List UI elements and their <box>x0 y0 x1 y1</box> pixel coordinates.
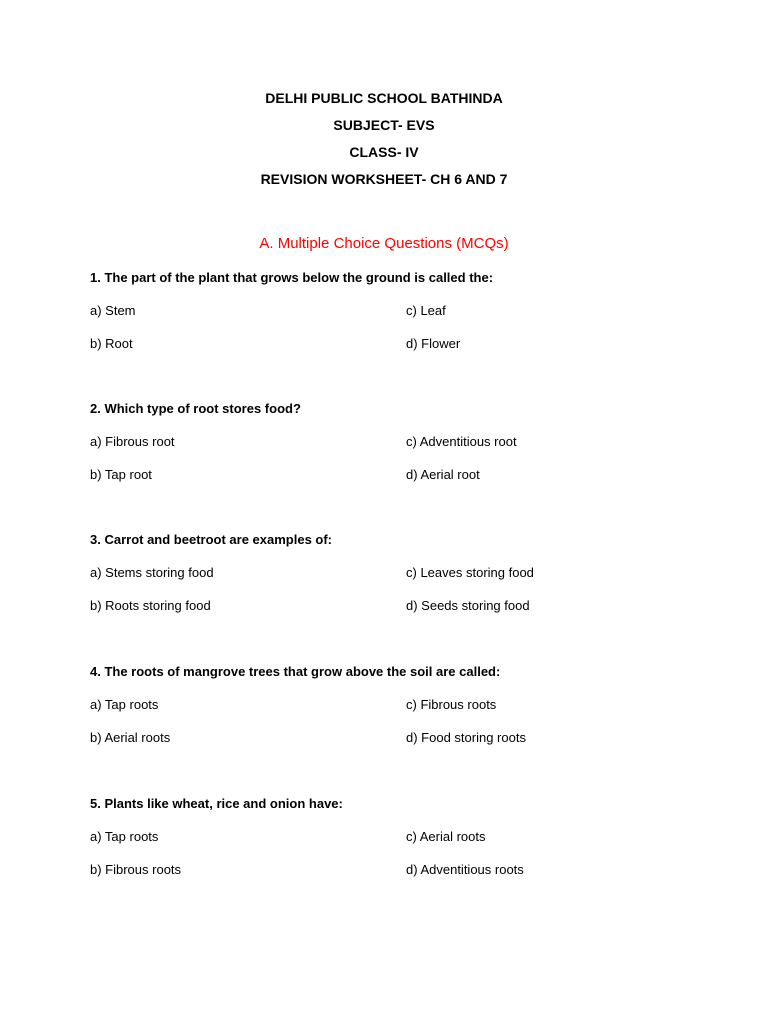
section-title: A. Multiple Choice Questions (MCQs) <box>259 235 509 252</box>
question-3 <box>90 531 710 613</box>
option-a: a) Stem <box>90 303 136 318</box>
option-d: d) Flower <box>406 336 461 351</box>
question-4 <box>90 663 710 745</box>
option-b: b) Roots storing food <box>90 598 211 613</box>
option-a: a) Fibrous root <box>90 434 175 449</box>
subject-line: SUBJECT- EVS <box>333 117 435 133</box>
worksheet-header <box>0 88 768 196</box>
option-c: c) Leaf <box>406 303 446 318</box>
worksheet-title: REVISION WORKSHEET- CH 6 AND 7 <box>260 171 508 187</box>
question-2 <box>90 400 710 482</box>
question-text: 2. Which type of root stores food? <box>90 401 301 416</box>
question-text: 4. The roots of mangrove trees that grow above the soil are called: <box>90 664 501 679</box>
option-d: d) Food storing roots <box>406 730 526 745</box>
option-d: d) Aerial root <box>406 467 480 482</box>
option-a: a) Stems storing food <box>90 565 214 580</box>
option-d: d) Adventitious roots <box>406 862 524 877</box>
option-c: c) Adventitious root <box>406 434 517 449</box>
class-line: CLASS- IV <box>349 144 419 160</box>
option-b: b) Tap root <box>90 467 152 482</box>
question-5 <box>90 795 710 877</box>
question-text: 5. Plants like wheat, rice and onion have: <box>90 796 343 811</box>
option-a: a) Tap roots <box>90 697 159 712</box>
option-a: a) Tap roots <box>90 829 159 844</box>
option-b: b) Fibrous roots <box>90 862 182 877</box>
question-1 <box>90 269 710 351</box>
option-b: b) Root <box>90 336 133 351</box>
option-c: c) Fibrous roots <box>406 697 497 712</box>
option-c: c) Aerial roots <box>406 829 486 844</box>
question-text: 1. The part of the plant that grows below the ground is called the: <box>90 270 494 285</box>
question-text: 3. Carrot and beetroot are examples of: <box>90 532 333 547</box>
option-c: c) Leaves storing food <box>406 565 534 580</box>
option-d: d) Seeds storing food <box>406 598 530 613</box>
school-name: DELHI PUBLIC SCHOOL BATHINDA <box>265 90 503 106</box>
option-b: b) Aerial roots <box>90 730 171 745</box>
